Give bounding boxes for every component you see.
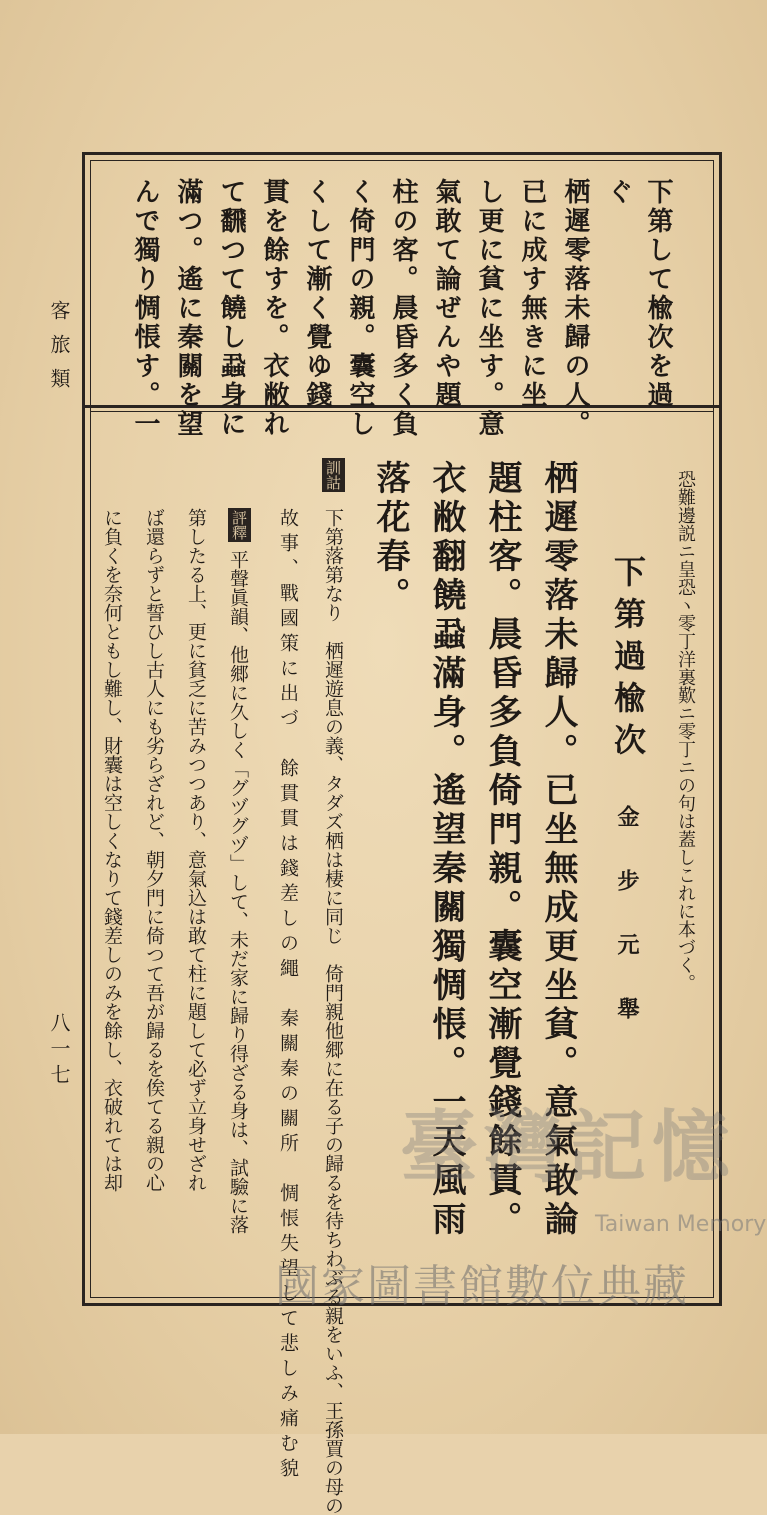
poem-line: 落花春。 xyxy=(370,460,410,616)
translation-line: 已に成す無きに坐 xyxy=(517,178,547,410)
glossary-badge: 訓詁 xyxy=(322,458,345,492)
section-title: 客旅類 xyxy=(47,300,71,402)
translation-line: 柱の客。晨昏多く負 xyxy=(388,178,418,439)
translation-line: 下第して楡次を過 xyxy=(643,178,673,410)
commentary-line: ば還らずと誓ひし古人にも劣らざれど、朝夕門に倚つて吾が歸るを俟てる親の心 xyxy=(143,508,165,1192)
translation-line: て飜つて饒し蝨身に xyxy=(216,178,246,439)
poem-line: 衣敝翻饒蝨滿身。遙望秦關獨惆悵。一天風雨 xyxy=(426,460,466,1240)
translation-line: 氣敢て論ぜんや題 xyxy=(431,178,461,410)
translation-line: んで獨り惆悵す。一 xyxy=(130,178,160,439)
glossary-line: 故事、戰國策に出づ 餘貫貫は錢差しの繩 秦關秦の關所 惆悵失望して悲しみ痛む貌 xyxy=(277,508,299,1483)
page-number: 八一七 xyxy=(47,1012,71,1090)
poem-title: 下第過楡次 xyxy=(609,555,647,765)
source-note: 恐難邊説ニ皇恐ヽ零丁洋裏歎ニ零丁ニの句は蓋しこれに本づく。 xyxy=(675,470,696,992)
watermark-english: Taiwan Memory xyxy=(595,1212,767,1237)
watermark-library: 國家圖書館數位典藏 xyxy=(275,1261,689,1312)
poem-author: 金 步 元 舉 xyxy=(614,805,640,1029)
translation-line: ぐ xyxy=(603,178,633,207)
watermark-logo: 臺灣記憶 xyxy=(400,1102,737,1193)
translation-line: 栖遲零落未歸の人。 xyxy=(560,178,590,439)
translation-line: し更に貧に坐す。意 xyxy=(474,178,504,439)
commentary-line: 第したる上、更に貧乏に苦みつつあり、意氣込は敢て柱に題して必ず立身せざれ xyxy=(185,508,207,1192)
commentary-badge: 評釋 xyxy=(228,508,251,542)
commentary-line: 平聲眞韻、他郷に久しく「グヅグヅ」して、未だ家に歸り得ざる身は、試驗に落 xyxy=(227,550,249,1234)
poem-line: 題柱客。晨昏多負倚門親。囊空漸覺錢餘貫。 xyxy=(482,460,522,1240)
poem-line: 栖遲零落未歸人。已坐無成更坐貧。意氣敢論 xyxy=(538,460,578,1240)
translation-line: 滿つ。遙に秦關を望 xyxy=(173,178,203,439)
translation-line: 貫を餘すを。衣敝れ xyxy=(259,178,289,439)
glossary-line: 下第落第なり 栖遲遊息の義、タダズ栖は棲に同じ 倚門親他郷に在る子の歸るを待ちわぶる親をいふ、王孫賈の母の xyxy=(322,508,344,1515)
commentary-line: に負くを奈何ともし難し、財囊は空しくなりて錢差しのみを餘し、衣破れては却 xyxy=(101,508,123,1192)
translation-line: くして漸く覺ゆ錢 xyxy=(302,178,332,410)
translation-line: く倚門の親。囊空し xyxy=(345,178,375,439)
